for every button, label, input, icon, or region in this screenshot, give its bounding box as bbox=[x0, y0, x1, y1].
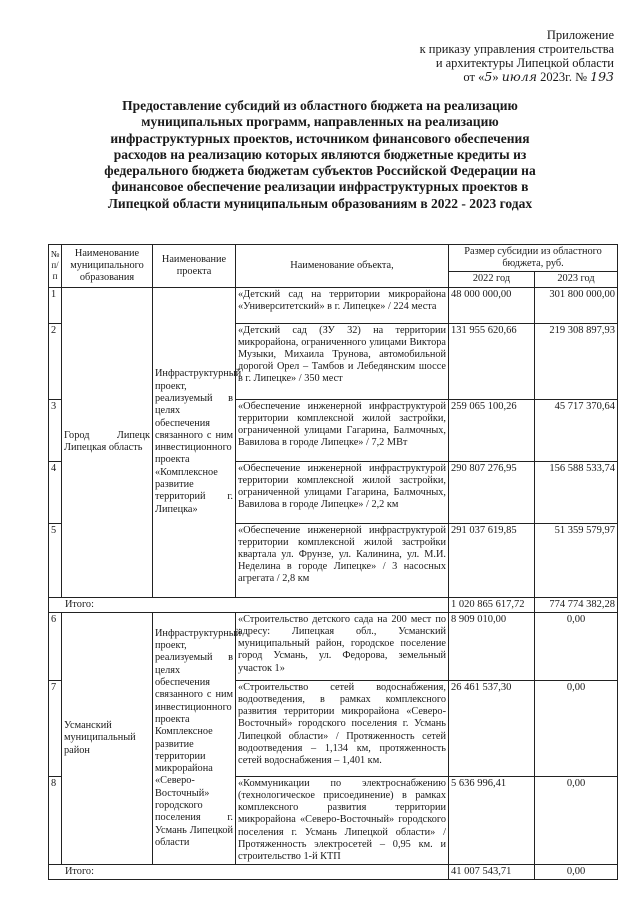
header-num: № п/п bbox=[49, 245, 62, 288]
document-title: Предоставление субсидий из областного бюджета на реализацию муниципальных программ, направленных на реализацию инфраструктурных проектов, источником финансового обеспечения расходов на реализацию которых являются бюджетные кредиты из федерального бюджета бюджетам субъектов Российской Федерации на финансовое обеспечение реализации инфраструктурных проектов в Липецкой области муниципальным образованиям в 2022 - 2023 годах bbox=[104, 98, 536, 211]
order-number: 193 bbox=[590, 69, 614, 84]
date-day: 5 bbox=[484, 69, 493, 84]
object-cell: «Детский сад (ЗУ 32) на территории микрорайона, ограниченного улицами Виктора Музыки, Михаила Трунова, автомобильной дорогой Орел – Тамбов и Лебедянским шоссе в г. Липецке» / 350 мест bbox=[236, 323, 449, 399]
subsidy-table bbox=[48, 244, 618, 880]
total-row bbox=[49, 597, 618, 612]
appendix-title: Приложение bbox=[546, 28, 614, 42]
header-2022: 2022 год bbox=[449, 272, 535, 287]
row-number: 2 bbox=[49, 323, 62, 399]
row-number: 6 bbox=[49, 612, 62, 680]
date-mid: » bbox=[492, 70, 499, 84]
total-2023: 774 774 382,28 bbox=[535, 597, 618, 612]
total-label-text: Итого: bbox=[65, 598, 94, 610]
appendix-block bbox=[420, 28, 614, 84]
row-number: 3 bbox=[49, 399, 62, 461]
municipality-cell: Город Липецк Липецкая область bbox=[62, 287, 153, 597]
value-2023: 51 359 579,97 bbox=[535, 523, 618, 597]
object-cell: «Детский сад на территории микрорайона «Университетский» в г. Липецке» / 224 места bbox=[236, 287, 449, 323]
value-2022: 5 636 996,41 bbox=[449, 776, 535, 864]
total-label bbox=[49, 597, 449, 612]
appendix-date-line bbox=[420, 70, 614, 84]
object-cell: «Обеспечение инженерной инфраструктурой территории комплексной жилой застройки, ограниченной улицами Гагарина, Балмочных, Вавилова в городе Липецке» / 7,2 МВт bbox=[236, 399, 449, 461]
value-2023: 0,00 bbox=[535, 680, 618, 776]
header-project: Наименование проекта bbox=[153, 245, 236, 288]
total-2022: 41 007 543,71 bbox=[449, 865, 535, 880]
object-cell: «Обеспечение инженерной инфраструктурой территории комплексной жилой застройки квартала ул. Фрунзе, ул. Калинина, ул. М.И. Неделина в городе Липецке» / 3 насосных агрегата / 2,8 км bbox=[236, 523, 449, 597]
value-2023: 45 717 370,64 bbox=[535, 399, 618, 461]
row-number: 8 bbox=[49, 776, 62, 864]
total-label bbox=[49, 865, 449, 880]
row-number: 4 bbox=[49, 461, 62, 523]
header-municipality: Наименование муниципального образования bbox=[62, 245, 153, 288]
value-2023: 0,00 bbox=[535, 776, 618, 864]
value-2022: 259 065 100,26 bbox=[449, 399, 535, 461]
value-2023: 219 308 897,93 bbox=[535, 323, 618, 399]
value-2022: 48 000 000,00 bbox=[449, 287, 535, 323]
header-2023: 2023 год bbox=[535, 272, 618, 287]
value-2022: 291 037 619,85 bbox=[449, 523, 535, 597]
total-2022: 1 020 865 617,72 bbox=[449, 597, 535, 612]
value-2022: 290 807 276,95 bbox=[449, 461, 535, 523]
date-prefix: от « bbox=[463, 70, 485, 84]
row-number: 7 bbox=[49, 680, 62, 776]
total-label-text: Итого: bbox=[65, 866, 94, 878]
value-2022: 131 955 620,66 bbox=[449, 323, 535, 399]
value-2022: 26 461 537,30 bbox=[449, 680, 535, 776]
date-year: 2023г. № bbox=[540, 70, 588, 84]
appendix-org-line: и архитектуры Липецкой области bbox=[435, 56, 614, 70]
object-cell: «Коммуникации по электроснабжению (технологическое присоединение) в рамках комплексного развития территории микрорайона «Северо-Восточный» городского поселения г. Усмань Липецкой области» / Протяженность электросетей – 0,95 км. и строительство 1-й КТП bbox=[236, 776, 449, 864]
date-month: июля bbox=[501, 69, 537, 84]
row-number: 1 bbox=[49, 287, 62, 323]
value-2023: 301 800 000,00 bbox=[535, 287, 618, 323]
row-number: 5 bbox=[49, 523, 62, 597]
total-2023: 0,00 bbox=[535, 865, 618, 880]
table-row bbox=[49, 612, 618, 680]
total-row bbox=[49, 865, 618, 880]
object-cell: «Обеспечение инженерной инфраструктурой территории комплексной жилой застройки, ограниченной улицами Гагарина, Балмочных, Вавилова в городе Липецке» / 2,2 км bbox=[236, 461, 449, 523]
table-header-row bbox=[49, 245, 618, 272]
appendix-order-line: к приказу управления строительства bbox=[419, 42, 614, 56]
project-cell: Инфраструктурный проект, реализуемый в целях обеспечения связанного с ним инвестиционного проекта Комплексное развитие территории микрорайона «Северо-Восточный» городского поселения г. Усмань Липецкой области bbox=[153, 612, 236, 864]
object-cell: «Строительство сетей водоснабжения, водоотведения, в рамках комплексного развития территории микрорайона «Северо-Восточный» городского поселения г. Усмань Липецкой области» / Протяженность сетей водоотведения – 1,134 км, протяженность сетей водоснабжения – 1,401 км. bbox=[236, 680, 449, 776]
object-cell: «Строительство детского сада на 200 мест по адресу: Липецкая обл., Усманский муниципальный район, городское поселение город Усмань, ул. Федорова, земельный участок 1» bbox=[236, 612, 449, 680]
value-2022: 8 909 010,00 bbox=[449, 612, 535, 680]
header-object: Наименование объекта, bbox=[236, 245, 449, 288]
table-row bbox=[49, 287, 618, 323]
header-subsidy: Размер субсидии из областного бюджета, руб. bbox=[449, 245, 618, 272]
value-2023: 0,00 bbox=[535, 612, 618, 680]
project-cell: Инфраструктурный проект, реализуемый в целях обеспечения связанного с ним инвестиционного проекта «Комплексное развитие территорий г. Липецка» bbox=[153, 287, 236, 597]
value-2023: 156 588 533,74 bbox=[535, 461, 618, 523]
municipality-cell: Усманский муниципальный район bbox=[62, 612, 153, 864]
